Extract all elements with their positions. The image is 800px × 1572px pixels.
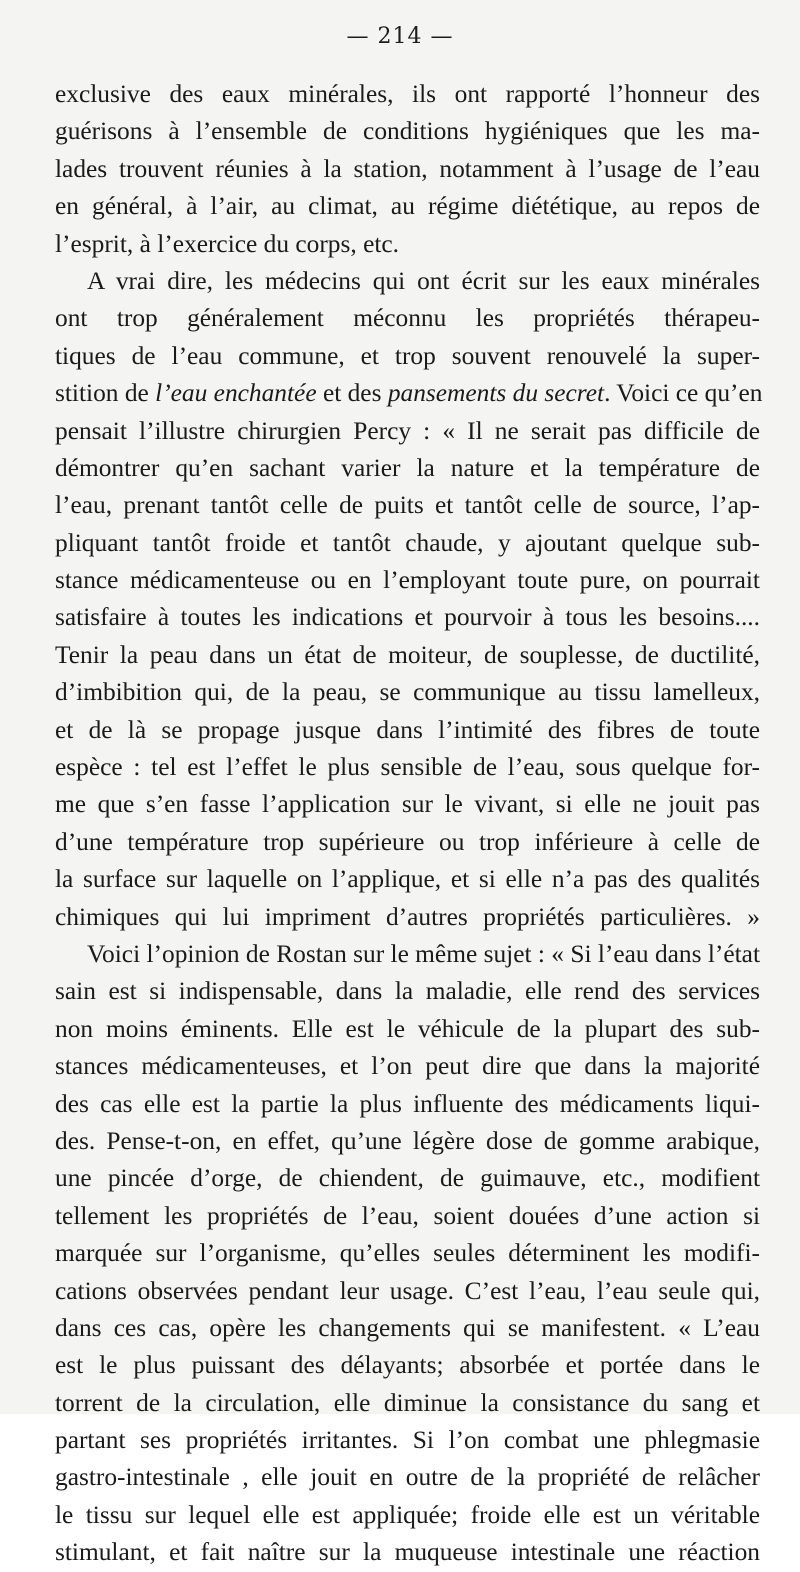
text-line: me que s’en fasse l’application sur le vivant, si elle ne jouit pas bbox=[55, 790, 760, 819]
text-segment: et des bbox=[316, 379, 388, 408]
text-line: Voici l’opinion de Rostan sur le même sujet : « Si l’eau dans l’état bbox=[87, 939, 760, 968]
text-line: ont trop généralement méconnu les propriétés thérapeu- bbox=[55, 304, 760, 333]
text-line: en général, à l’air, au climat, au régime diététique, au repos de bbox=[55, 192, 760, 221]
text-line: marquée sur l’organisme, qu’elles seules déterminent les modifi- bbox=[55, 1239, 760, 1268]
text-line: est le plus puissant des délayants; absorbée et portée dans le bbox=[55, 1351, 760, 1380]
text-line: tellement les propriétés de l’eau, soient douées d’une action si bbox=[55, 1201, 760, 1230]
text-line-mixed bbox=[55, 375, 763, 412]
text-line: des cas elle est la partie la plus influente des médicaments liqui- bbox=[55, 1089, 760, 1118]
italic-phrase: l’eau enchantée bbox=[155, 379, 317, 408]
text-line: sain est si indispensable, dans la maladie, elle rend des services bbox=[55, 977, 760, 1006]
text-line: des. Pense-t-on, en effet, qu’une légère dose de gomme arabique, bbox=[55, 1126, 760, 1155]
text-line: non moins éminents. Elle est le véhicule de la plupart des sub- bbox=[55, 1014, 760, 1043]
text-line: chimiques qui lui impriment d’autres propriétés particulières. » bbox=[55, 902, 760, 931]
text-line: A vrai dire, les médecins qui ont écrit sur les eaux minérales bbox=[87, 266, 760, 295]
text-line: partant ses propriétés irritantes. Si l’on combat une phlegmasie bbox=[55, 1426, 760, 1455]
text-line: gastro-intestinale , elle jouit en outre de la propriété de relâcher bbox=[55, 1463, 760, 1492]
text-line: l’esprit, à l’exercice du corps, etc. bbox=[55, 229, 400, 258]
text-line: satisfaire à toutes les indications et pourvoir à tous les besoins.... bbox=[55, 603, 760, 632]
text-segment: stition de bbox=[55, 379, 156, 408]
text-line: d’imbibition qui, de la peau, se communique au tissu lamelleux, bbox=[55, 678, 760, 707]
text-line: Tenir la peau dans un état de moiteur, de souplesse, de ductilité, bbox=[55, 640, 760, 669]
text-line: une pincée d’orge, de chiendent, de guimauve, etc., modifient bbox=[55, 1164, 760, 1193]
text-line: torrent de la circulation, elle diminue la consistance du sang et bbox=[55, 1388, 760, 1417]
text-line: pliquant tantôt froide et tantôt chaude, y ajoutant quelque sub- bbox=[55, 528, 760, 557]
text-line: exclusive des eaux minérales, ils ont rapporté l’honneur des bbox=[55, 80, 760, 108]
text-line: espèce : tel est l’effet le plus sensible de l’eau, sous quelque for- bbox=[55, 753, 760, 782]
text-segment: . Voici ce qu’en bbox=[604, 379, 763, 408]
text-line: l’eau, prenant tantôt celle de puits et tantôt celle de source, l’ap- bbox=[55, 491, 760, 520]
text-line: lades trouvent réunies à la station, notamment à l’usage de l’eau bbox=[55, 154, 760, 183]
text-line: la surface sur laquelle on l’applique, et si elle n’a pas des qualités bbox=[55, 865, 760, 894]
text-line: tiques de l’eau commune, et trop souvent renouvelé la super- bbox=[55, 341, 760, 370]
text-line: stances médicamenteuses, et l’on peut dire que dans la majorité bbox=[55, 1052, 760, 1081]
body-text bbox=[55, 76, 763, 1572]
text-line: et de là se propage jusque dans l’intimité des fibres de toute bbox=[55, 715, 760, 744]
page-number-header: — 214 — bbox=[346, 24, 454, 49]
text-line: démontrer qu’en sachant varier la nature et la température de bbox=[55, 453, 760, 482]
text-line: le tissu sur lequel elle est appliquée; froide elle est un véritable bbox=[55, 1500, 760, 1529]
text-line: cations observées pendant leur usage. C’est l’eau, l’eau seule qui, bbox=[55, 1276, 760, 1305]
text-line: dans ces cas, opère les changements qui se manifestent. « L’eau bbox=[55, 1313, 760, 1342]
text-line: d’une température trop supérieure ou trop inférieure à celle de bbox=[55, 827, 760, 856]
text-line: guérisons à l’ensemble de conditions hygiéniques que les ma- bbox=[55, 117, 760, 146]
text-line: stimulant, et fait naître sur la muqueuse intestinale une réaction bbox=[55, 1538, 760, 1567]
italic-phrase: pansements du secret bbox=[387, 379, 605, 408]
text-line: pensait l’illustre chirurgien Percy : « Il ne serait pas difficile de bbox=[55, 416, 760, 445]
text-line: stance médicamenteuse ou en l’employant toute pure, on pourrait bbox=[55, 566, 760, 595]
